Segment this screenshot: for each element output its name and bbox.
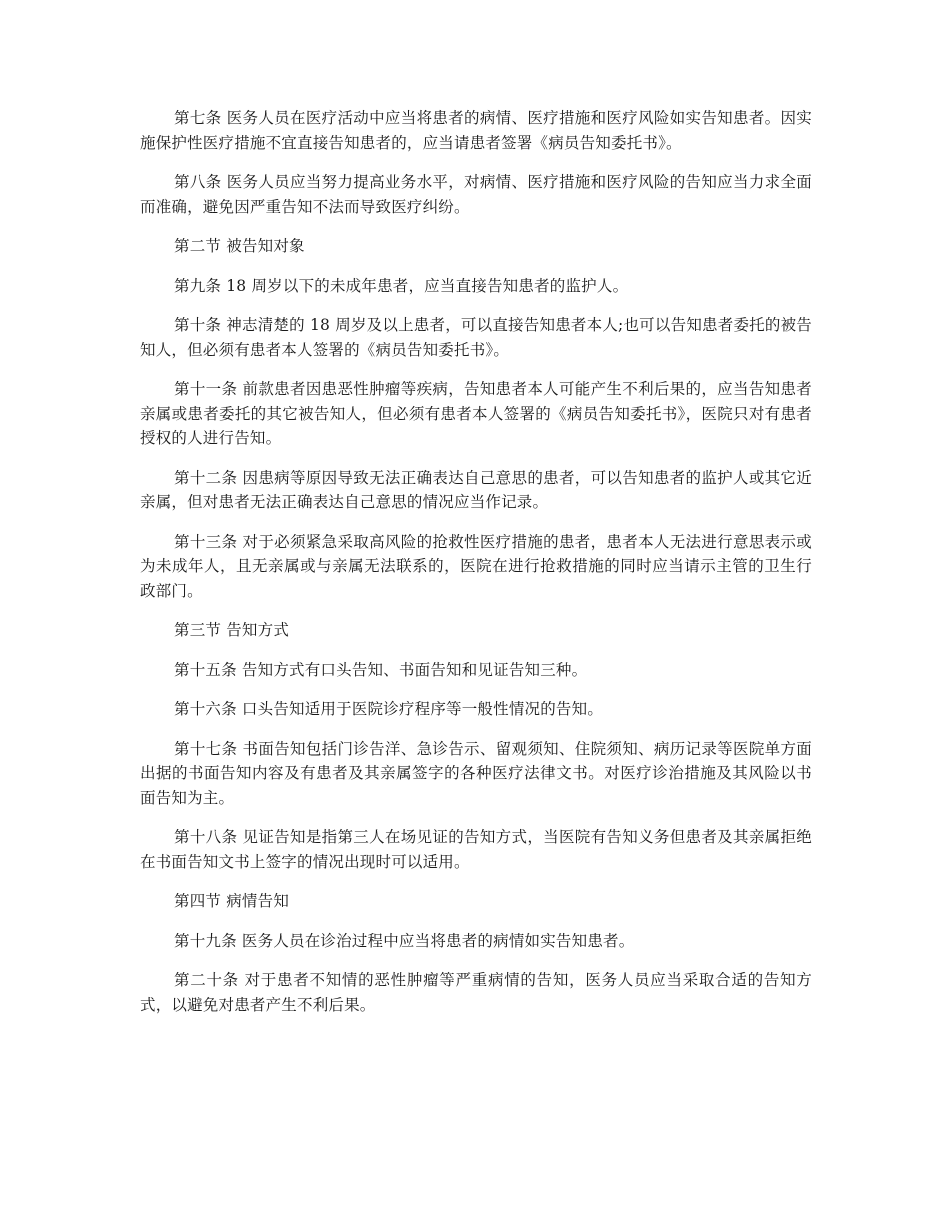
document-page xyxy=(140,106,812,1032)
article-19-paragraph: 第十九条 医务人员在诊治过程中应当将患者的病情如实告知患者。 xyxy=(174,931,635,950)
section-2-heading: 第二节 被告知对象 xyxy=(174,237,305,255)
article-16-paragraph: 第十六条 口头告知适用于医院诊疗程序等一般性情况的告知。 xyxy=(174,700,604,718)
article-10-paragraph: 第十条 神志清楚的 18 周岁及以上患者，可以直接告知患者本人;也可以告知患者委托的被告知人，但必须有患者本人签署的《病员告知委托书》。 xyxy=(140,316,812,359)
article-13-paragraph: 第十三条 对于必须紧急采取高风险的抢救性医疗措施的患者，患者本人无法进行意思表示或为未成年人，且无亲属或与亲属无法联系的，医院在进行抢救措施的同时应当请示主管的卫生行政部门。 xyxy=(140,532,812,600)
section-3-heading: 第三节 告知方式 xyxy=(174,621,290,639)
article-17-paragraph: 第十七条 书面告知包括门诊告洋、急诊告示、留观须知、住院须知、病历记录等医院单方面出据的书面告知内容及有患者及其亲属签字的各种医疗法律文书。对医疗诊治措施及其风险以书面告知为主。 xyxy=(140,739,812,807)
article-15-paragraph: 第十五条 告知方式有口头告知、书面告知和见证告知三种。 xyxy=(174,660,588,679)
article-8-paragraph: 第八条 医务人员应当努力提高业务水平，对病情、医疗措施和医疗风险的告知应当力求全面而准确，避免因严重告知不法而导致医疗纠纷。 xyxy=(140,173,812,216)
article-12-paragraph: 第十二条 因患病等原因导致无法正确表达自己意思的患者，可以告知患者的监护人或其它近亲属，但对患者无法正确表达自己意思的情况应当作记录。 xyxy=(140,468,812,511)
article-11-paragraph: 第十一条 前款患者因患恶性肿瘤等疾病，告知患者本人可能产生不利后果的，应当告知患者亲属或患者委托的其它被告知人，但必须有患者本人签署的《病员告知委托书》，医院只对有患者授权的人进行告知。 xyxy=(140,380,812,447)
article-18-paragraph: 第十八条 见证告知是指第三人在场见证的告知方式，当医院有告知义务但患者及其亲属拒绝在书面告知文书上签字的情况出现时可以适用。 xyxy=(140,828,812,871)
article-7-paragraph: 第七条 医务人员在医疗活动中应当将患者的病情、医疗措施和医疗风险如实告知患者。因实施保护性医疗措施不宜直接告知患者的，应当请患者签署《病员告知委托书》。 xyxy=(140,109,812,152)
section-4-heading: 第四节 病情告知 xyxy=(174,892,290,910)
article-20-paragraph: 第二十条 对于患者不知情的恶性肿瘤等严重病情的告知，医务人员应当采取合适的告知方式，以避免对患者产生不利后果。 xyxy=(140,971,812,1014)
article-9-paragraph: 第九条 18 周岁以下的未成年患者，应当直接告知患者的监护人。 xyxy=(174,276,629,295)
